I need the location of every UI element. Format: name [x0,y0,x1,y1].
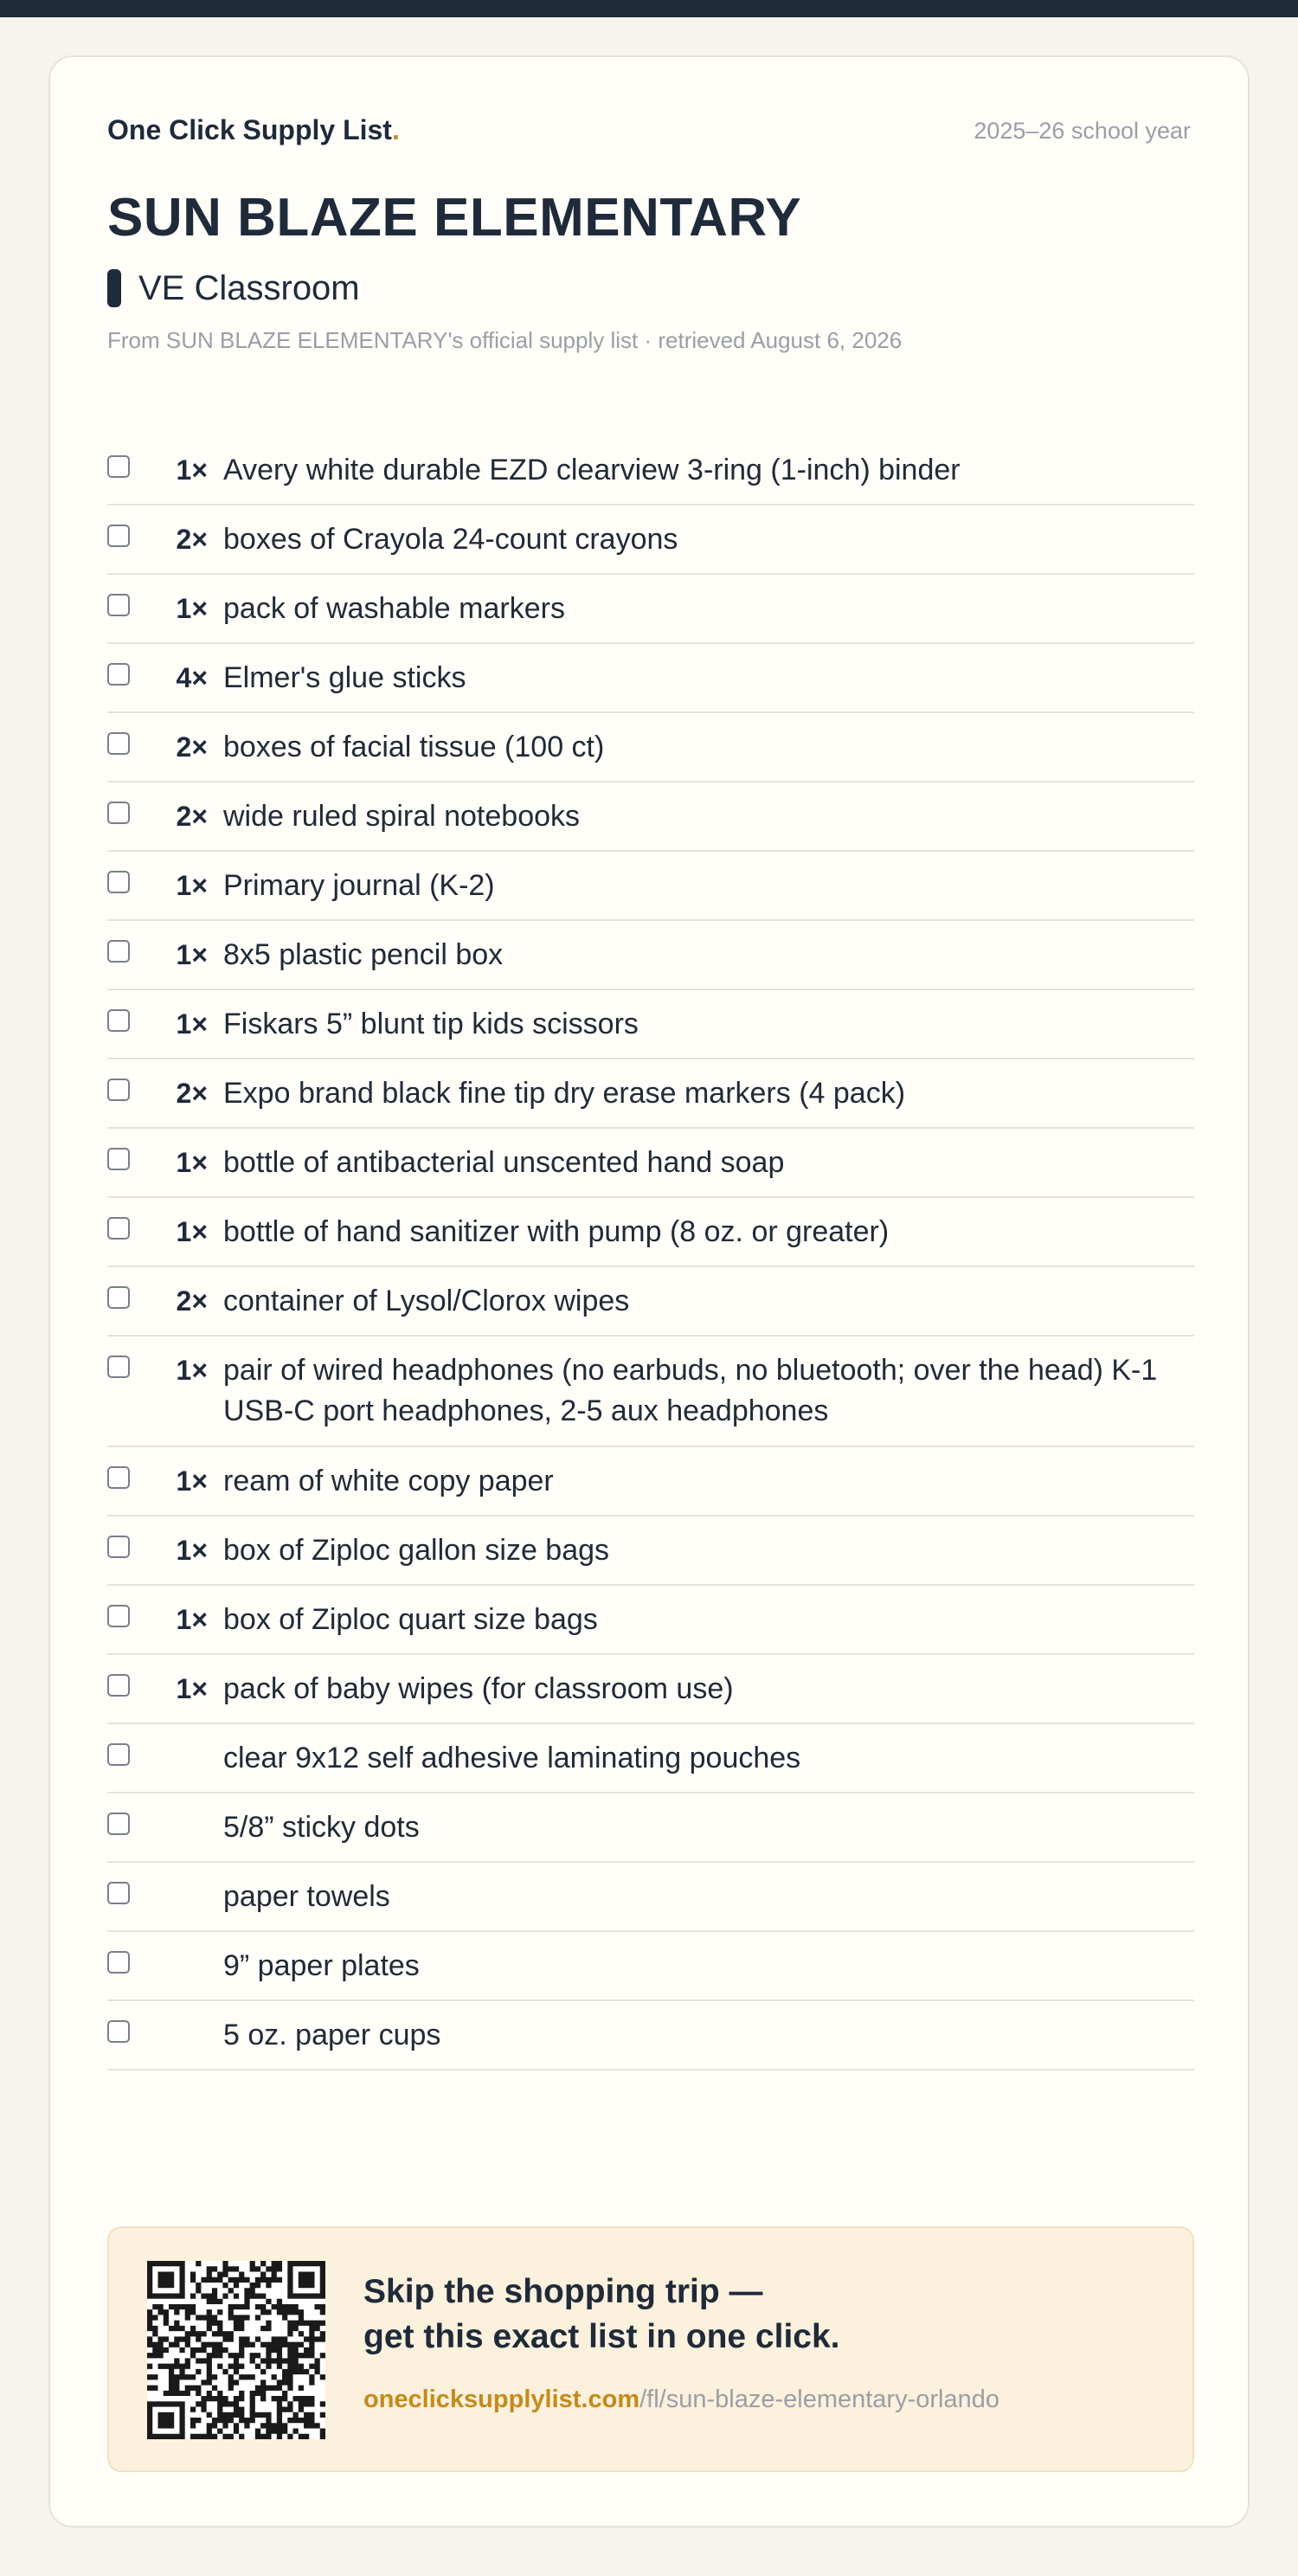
supply-list [107,436,1194,2070]
item-quantity: 2× [176,1078,208,1109]
item-checkbox[interactable] [107,1148,130,1170]
list-item [107,1586,1194,1655]
item-checkbox[interactable] [107,1217,130,1240]
list-item [107,782,1194,852]
item-checkbox[interactable] [107,871,130,893]
cta-link-path: /fl/sun-blaze-elementary-orlando [639,2386,999,2413]
item-quantity: 4× [176,662,208,693]
brand-logo[interactable] [107,114,400,146]
list-item [107,713,1194,782]
list-item [107,1267,1194,1336]
item-text: 5 oz. paper cups [223,2019,441,2051]
item-text: bottle of hand sanitizer with pump (8 oz. or greater) [223,1215,890,1248]
item-text: Avery white durable EZD clearview 3-ring (1-inch) binder [223,454,961,486]
item-quantity: 1× [176,870,208,901]
list-item [107,1129,1194,1198]
item-checkbox[interactable] [107,1605,130,1627]
list-item [107,644,1194,713]
brand-dot: . [391,114,400,145]
item-text: Primary journal (K-2) [223,869,495,902]
list-item [107,852,1194,921]
item-quantity: 2× [176,1285,208,1317]
list-item [107,1336,1194,1447]
list-item [107,921,1194,990]
classroom-heading [107,267,360,310]
item-quantity: 2× [176,524,208,555]
item-quantity: 2× [176,731,208,763]
item-checkbox[interactable] [107,525,130,547]
item-checkbox[interactable] [107,1882,130,1904]
top-bar [0,0,1298,17]
cta-headline-1: Skip the shopping trip — [363,2273,763,2310]
item-checkbox[interactable] [107,455,130,478]
item-quantity: 1× [176,1465,208,1497]
list-item [107,1932,1194,2001]
item-text: pack of baby wipes (for classroom use) [223,1672,734,1705]
item-text: bottle of antibacterial unscented hand soap [223,1146,785,1179]
item-checkbox[interactable] [107,1356,130,1378]
list-item [107,1794,1194,1863]
item-checkbox[interactable] [107,732,130,755]
list-item [107,1655,1194,1724]
item-checkbox[interactable] [107,1743,130,1766]
item-text: 5/8” sticky dots [223,1811,420,1844]
item-quantity: 1× [176,1604,208,1635]
item-quantity: 1× [176,454,208,486]
item-text: Elmer's glue sticks [223,661,466,694]
item-quantity: 1× [176,939,208,970]
item-text: pack of washable markers [223,592,565,625]
brand-name: One Click Supply List [107,114,392,145]
item-quantity: 1× [176,1355,208,1386]
item-checkbox[interactable] [107,2020,130,2043]
item-checkbox[interactable] [107,594,130,616]
item-quantity: 1× [176,1216,208,1247]
item-quantity: 1× [176,1673,208,1704]
list-item [107,1724,1194,1794]
item-text: box of Ziploc quart size bags [223,1603,598,1636]
classroom-marker [107,269,121,307]
item-text: box of Ziploc gallon size bags [223,1534,610,1567]
item-checkbox[interactable] [107,1674,130,1697]
item-checkbox[interactable] [107,1079,130,1101]
item-text: Expo brand black fine tip dry erase markers (4 pack) [223,1077,906,1110]
item-text: boxes of Crayola 24-count crayons [223,523,678,556]
list-item [107,1059,1194,1129]
item-checkbox[interactable] [107,1951,130,1974]
item-text: 9” paper plates [223,1949,420,1982]
qr-code-icon[interactable] [147,2261,325,2439]
item-quantity: 2× [176,801,208,832]
list-item [107,1447,1194,1517]
item-text: ream of white copy paper [223,1465,554,1497]
item-text: paper towels [223,1880,390,1913]
item-checkbox[interactable] [107,802,130,824]
item-checkbox[interactable] [107,1813,130,1835]
item-checkbox[interactable] [107,1466,130,1489]
item-checkbox[interactable] [107,1009,130,1032]
list-item [107,2001,1194,2070]
school-name: SUN BLAZE ELEMENTARY [107,188,802,248]
supply-list-card [48,55,1250,2528]
classroom-name: VE Classroom [138,268,360,307]
source-note: From SUN BLAZE ELEMENTARY's official supply list · retrieved August 6, 2026 [107,327,903,353]
item-text: boxes of facial tissue (100 ct) [223,731,605,763]
list-item [107,990,1194,1059]
list-item [107,506,1194,575]
list-item [107,575,1194,644]
list-item [107,436,1194,506]
item-text: pair of wired headphones (no earbuds, no bluetooth; over the head) K-1 USB-C port headphones, 2-5 aux headphones [223,1354,1158,1427]
list-item [107,1517,1194,1586]
item-text: container of Lysol/Clorox wipes [223,1285,630,1317]
item-checkbox[interactable] [107,1536,130,1558]
list-item [107,1863,1194,1932]
list-item [107,1198,1194,1267]
item-text: clear 9x12 self adhesive laminating pouches [223,1742,801,1774]
item-checkbox[interactable] [107,663,130,686]
item-checkbox[interactable] [107,1286,130,1309]
cta-banner [107,2226,1194,2472]
school-year: 2025–26 school year [974,118,1191,144]
item-checkbox[interactable] [107,940,130,963]
item-text: 8x5 plastic pencil box [223,938,504,971]
cta-headline-2: get this exact list in one click. [363,2318,840,2355]
item-quantity: 1× [176,1008,208,1040]
cta-link-domain: oneclicksupplylist.com [363,2386,640,2413]
item-quantity: 1× [176,593,208,624]
item-quantity: 1× [176,1147,208,1178]
item-quantity: 1× [176,1535,208,1566]
cta-link[interactable] [363,2386,999,2414]
item-text: Fiskars 5” blunt tip kids scissors [223,1008,639,1040]
item-text: wide ruled spiral notebooks [223,800,581,833]
